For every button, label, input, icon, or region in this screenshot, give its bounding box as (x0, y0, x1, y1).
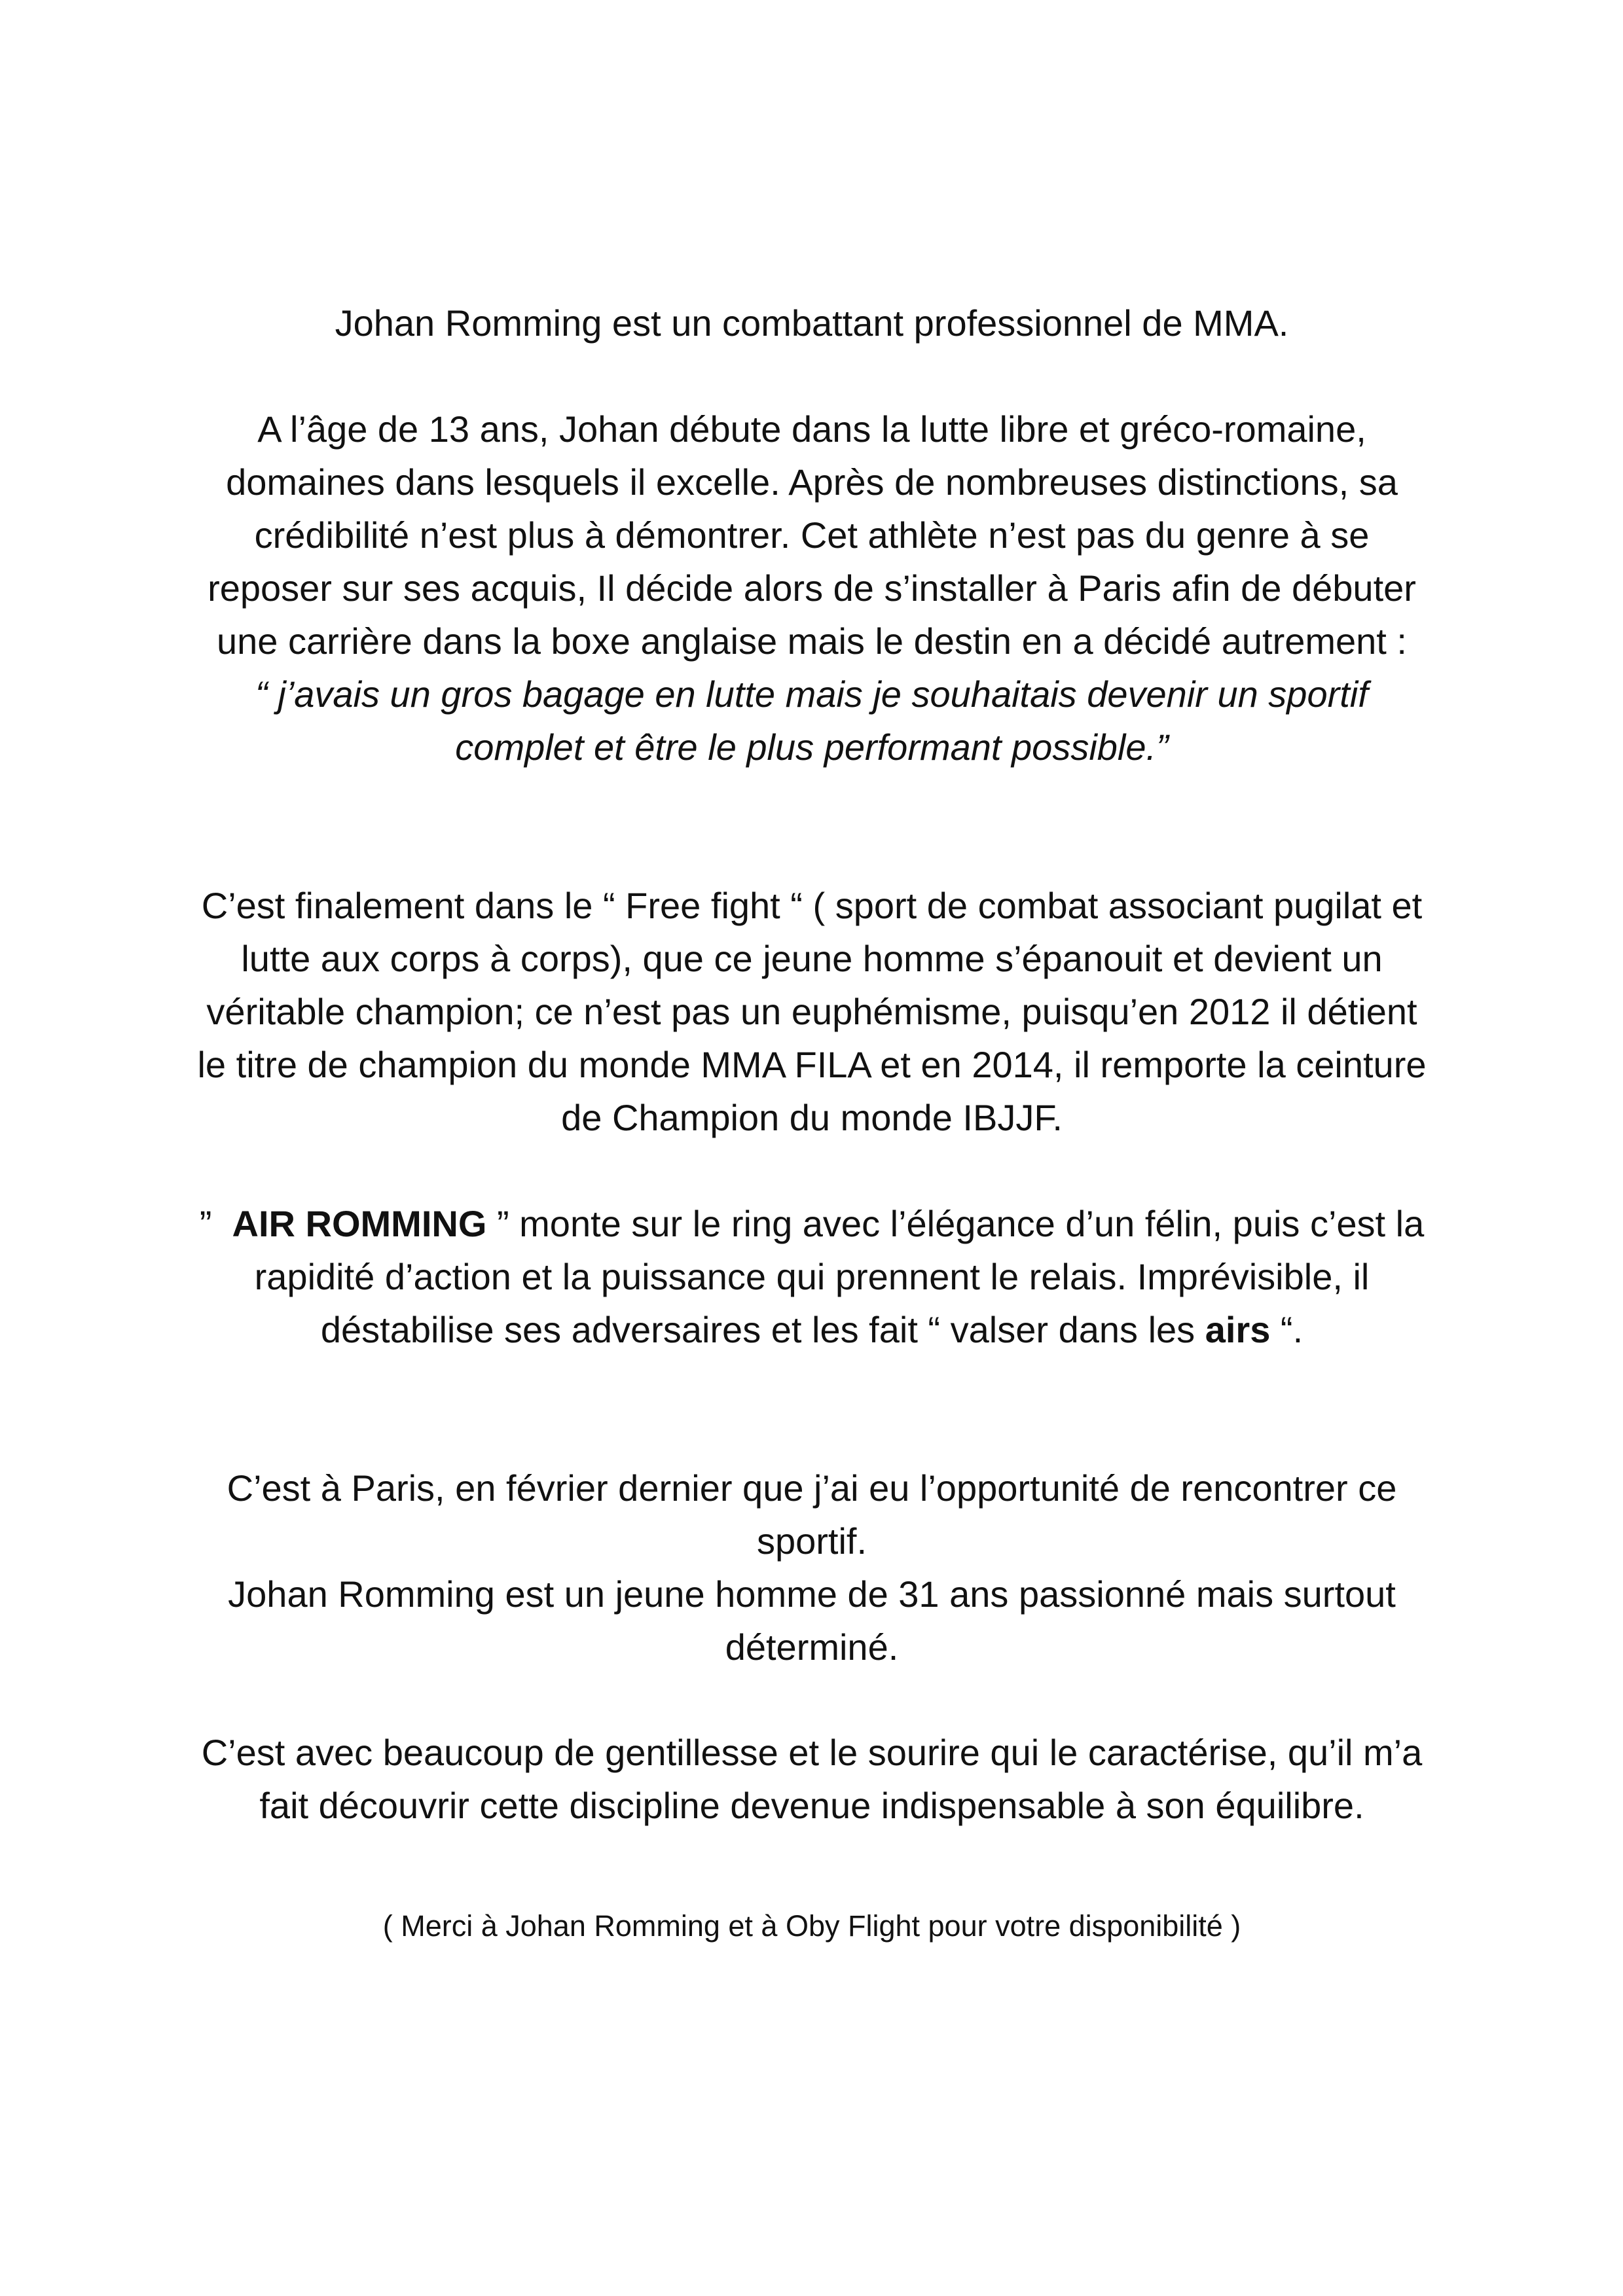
intro-paragraph (190, 296, 1434, 350)
portrait-text: Johan Romming est un jeune homme de 31 ans passionné mais surtout déterminé. (228, 1573, 1396, 1668)
meeting-paragraph (190, 1462, 1434, 1674)
career-text: C’est finalement dans le “ Free fight “ ( sport de combat associant pugilat et lutte aux corps à corps), que ce jeune homme s’épanouit et devient un véritable champion; ce n’est pas un euphémisme, puisqu’en 2012 il détient le titre de champion du monde MMA FILA et en 2014, il remporte la ceinture de Champion du monde IBJJF. (197, 885, 1427, 1138)
style-paragraph (190, 1197, 1434, 1356)
closing-text: C’est avec beaucoup de gentillesse et le sourire qui le caractérise, qu’il m’a fait découvrir cette discipline devenue indispensable à son équilibre. (201, 1732, 1423, 1826)
meeting-text: C’est à Paris, en février dernier que j’ai eu l’opportunité de rencontrer ce sportif. (227, 1467, 1397, 1562)
career-paragraph (190, 879, 1434, 1144)
background-paragraph (190, 403, 1434, 774)
athlete-quote: “ j’avais un gros bagage en lutte mais je souhaitais devenir un sportif complet et être le plus performant possible.” (255, 673, 1368, 768)
intro-text: Johan Romming est un combattant professionnel de MMA. (335, 302, 1289, 344)
thanks-note: ( Merci à Johan Romming et à Oby Flight pour votre disponibilité ) (382, 1909, 1241, 1943)
background-text: A l’âge de 13 ans, Johan débute dans la lutte libre et gréco-romaine, domaines dans lesquels il excelle. Après de nombreuses distinctions, sa crédibilité n’est plus à démontrer. Cet athlète n’est pas du genre à se reposer sur ses acquis, Il décide alors de s’installer à Paris afin de débuter une carrière dans la boxe anglaise mais le destin en a décidé autrement : (208, 408, 1416, 662)
style-text-part-b: “. (1270, 1309, 1304, 1350)
closing-paragraph (190, 1726, 1434, 1832)
style-emphasis: airs (1205, 1309, 1271, 1350)
style-text-part-a: ” monte sur le ring avec l’élégance d’un félin, puis c’est la rapidité d’action et la puissance qui prennent le relais. Imprévisible, il déstabilise ses adversaires et les fait “ valser dans les (254, 1203, 1425, 1350)
nickname: AIR ROMMING (232, 1203, 487, 1244)
style-text (190, 1197, 1434, 1356)
style-open-quote: ” (199, 1203, 212, 1244)
